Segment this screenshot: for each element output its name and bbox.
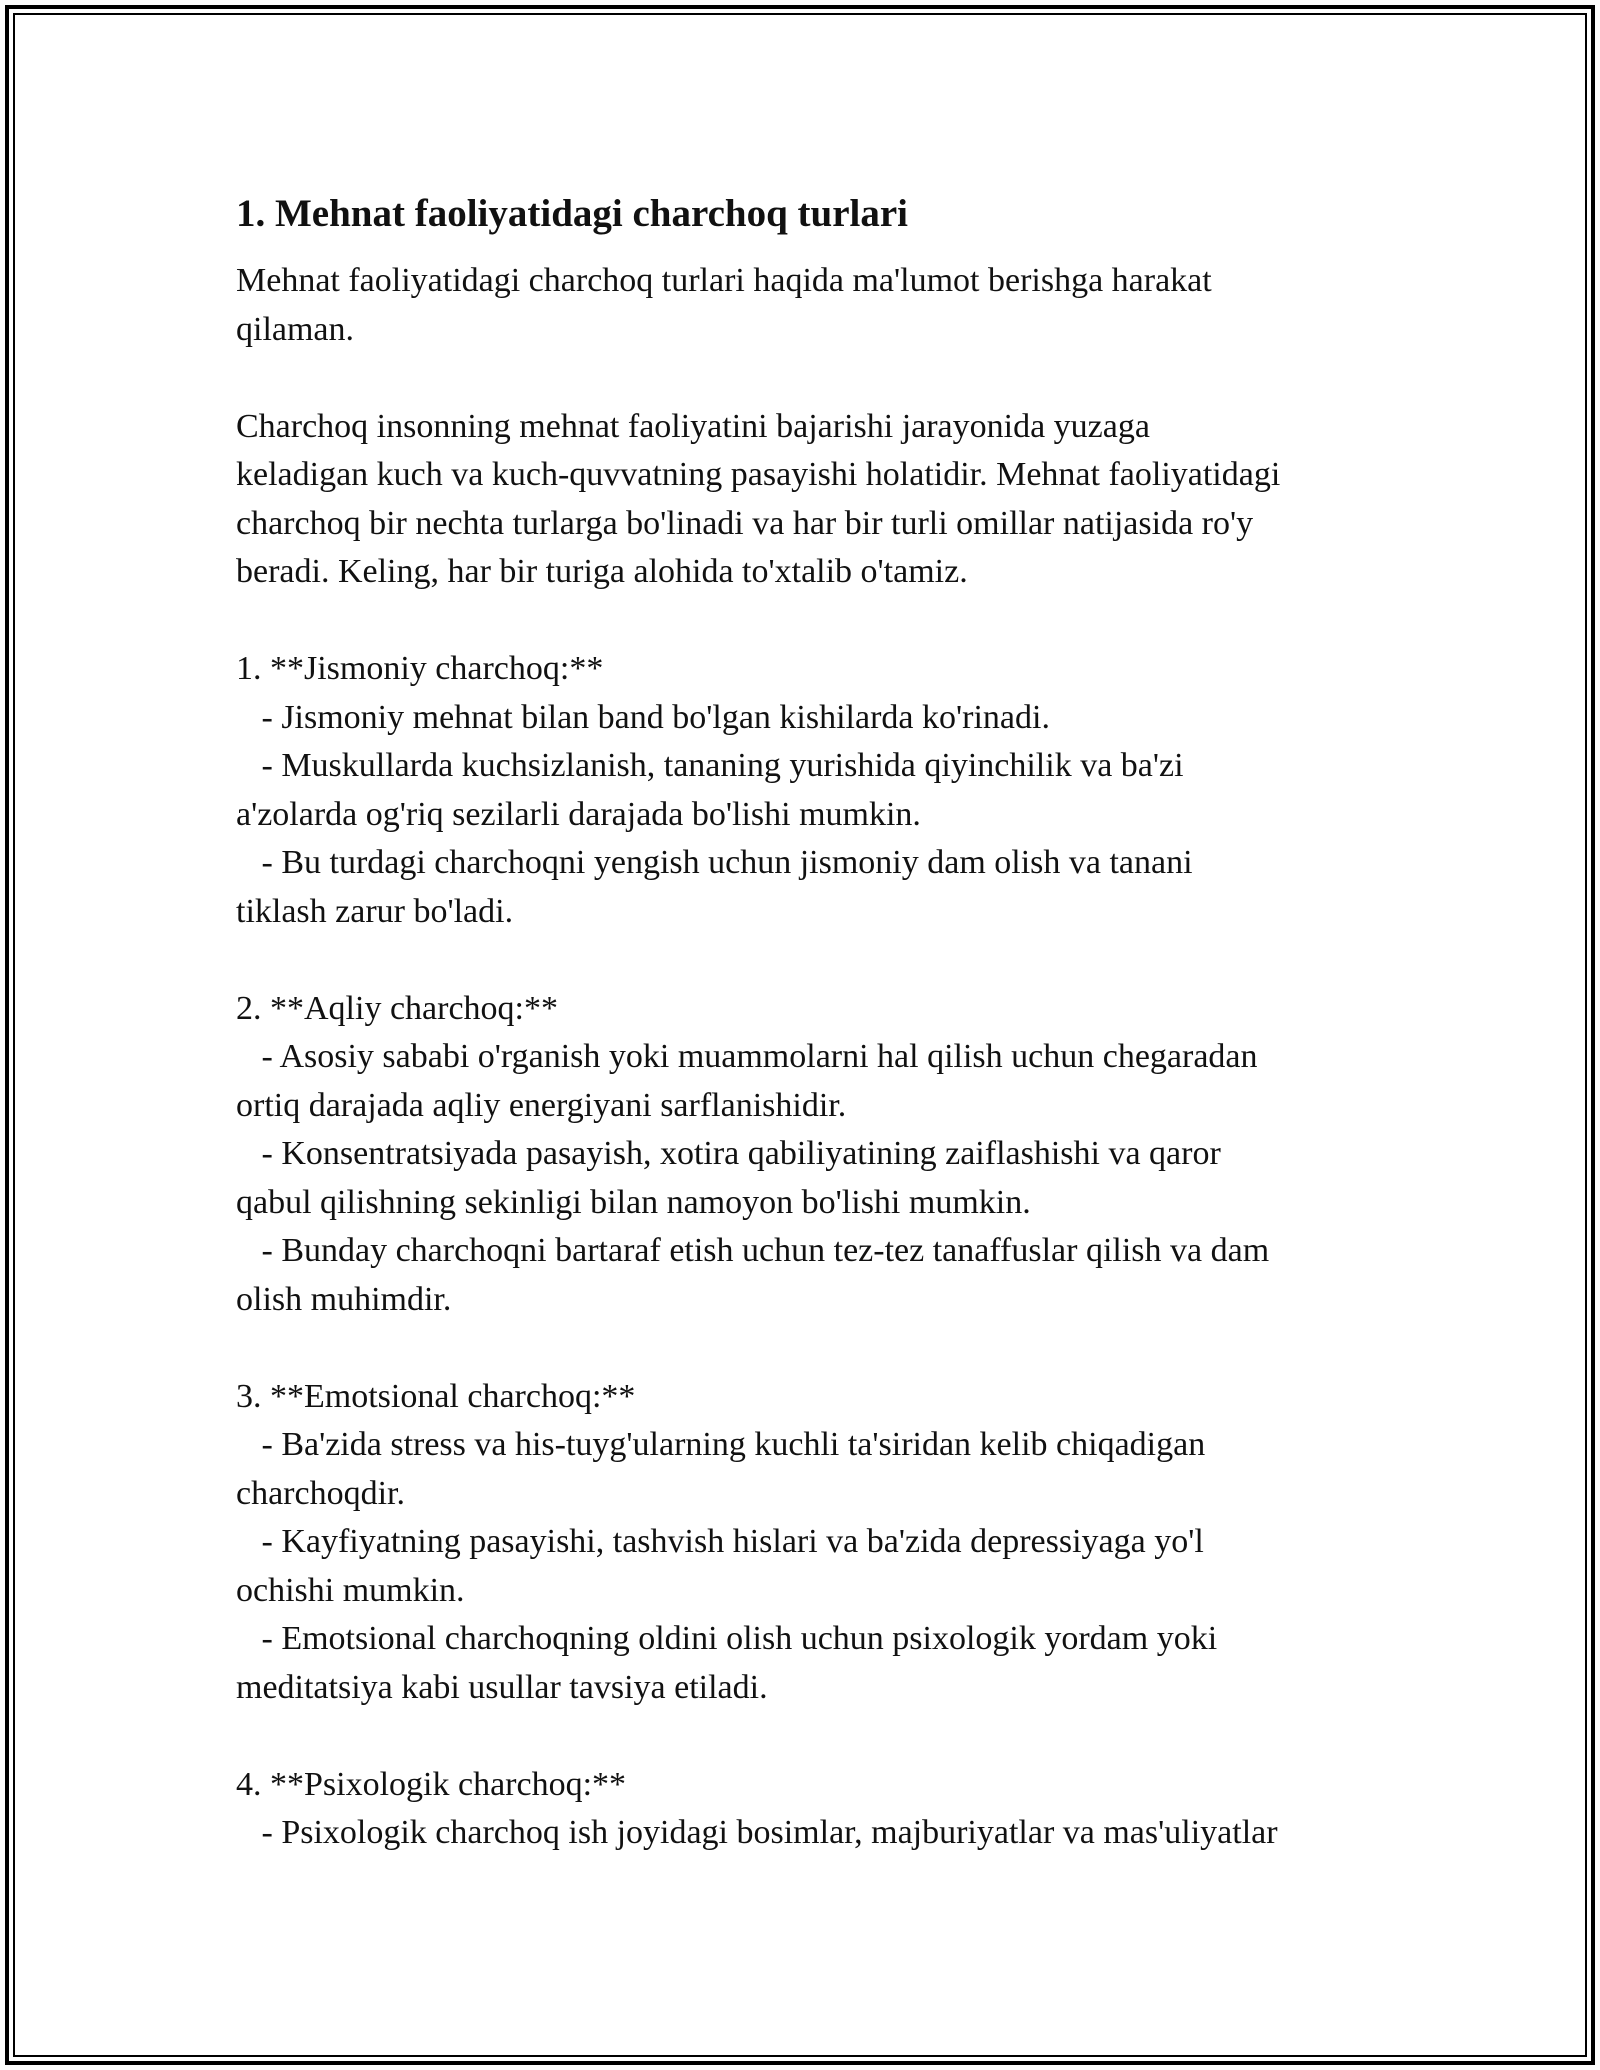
- text-line: - Emotsional charchoqning oldini olish uchun psixologik yordam yoki: [236, 1620, 1218, 1657]
- text-line: beradi. Keling, har bir turiga alohida to'xtalib o'tamiz.: [236, 553, 968, 590]
- text-line: - Kayfiyatning pasayishi, tashvish hislari va ba'zida depressiyaga yo'l: [236, 1523, 1204, 1560]
- text-line: Charchoq insonning mehnat faoliyatini bajarishi jarayonida yuzaga: [236, 407, 1150, 445]
- text-line: - Konsentratsiyada pasayish, xotira qabiliyatining zaiflashishi va qaror: [236, 1135, 1221, 1172]
- text-line: - Jismoniy mehnat bilan band bo'lgan kishilarda ko'rinadi.: [236, 698, 1050, 736]
- text-line: 2. **Aqliy charchoq:**: [236, 989, 558, 1027]
- text-line: Mehnat faoliyatidagi charchoq turlari haqida ma'lumot berishga harakat: [236, 262, 1212, 299]
- paragraph: [236, 257, 1416, 354]
- text-line: - Muskullarda kuchsizlanish, tananing yurishida qiyinchilik va ba'zi: [236, 747, 1184, 784]
- text-line: 1. **Jismoniy charchoq:**: [236, 650, 604, 687]
- text-line: - Psixologik charchoq ish joyidagi bosimlar, majburiyatlar va mas'uliyatlar: [236, 1814, 1278, 1851]
- text-line: 4. **Psixologik charchoq:**: [236, 1765, 627, 1803]
- text-line: qabul qilishning sekinligi bilan namoyon bo'lishi mumkin.: [236, 1183, 1031, 1221]
- document-body: [236, 190, 1416, 1858]
- paragraph-gap: [236, 936, 1416, 985]
- paragraph-gap: [236, 1712, 1416, 1761]
- text-line: ochishi mumkin.: [236, 1571, 465, 1609]
- text-line: qilaman.: [236, 310, 355, 348]
- text-line: tiklash zarur bo'ladi.: [236, 892, 514, 930]
- paragraph: [236, 1761, 1416, 1858]
- paragraph-container: [236, 257, 1416, 1858]
- text-line: meditatsiya kabi usullar tavsiya etiladi.: [236, 1668, 768, 1706]
- text-line: charchoqdir.: [236, 1474, 405, 1512]
- paragraph-gap: [236, 597, 1416, 646]
- text-line: charchoq bir nechta turlarga bo'linadi va har bir turli omillar natijasida ro'y: [236, 504, 1254, 542]
- text-line: - Asosiy sababi o'rganish yoki muammolarni hal qilish uchun chegaradan: [236, 1038, 1258, 1075]
- paragraph: [236, 645, 1416, 936]
- text-line: olish muhimdir.: [236, 1280, 452, 1318]
- paragraph-gap: [236, 1324, 1416, 1373]
- text-line: a'zolarda og'riq sezilarli darajada bo'lishi mumkin.: [236, 795, 921, 833]
- paragraph: [236, 403, 1416, 597]
- text-line: - Bunday charchoqni bartaraf etish uchun tez-tez tanaffuslar qilish va dam: [236, 1232, 1270, 1269]
- text-line: - Bu turdagi charchoqni yengish uchun jismoniy dam olish va tanani: [236, 844, 1193, 881]
- paragraph-gap: [236, 354, 1416, 403]
- text-line: - Ba'zida stress va his-tuyg'ularning kuchli ta'siridan kelib chiqadigan: [236, 1426, 1206, 1463]
- section-heading: 1. Mehnat faoliyatidagi charchoq turlari: [236, 192, 909, 235]
- text-line: keladigan kuch va kuch-quvvatning pasayishi holatidir. Mehnat faoliyatidagi: [236, 456, 1281, 493]
- paragraph: [236, 1373, 1416, 1713]
- paragraph: [236, 985, 1416, 1325]
- text-line: ortiq darajada aqliy energiyani sarflanishidir.: [236, 1086, 847, 1124]
- text-line: 3. **Emotsional charchoq:**: [236, 1377, 636, 1415]
